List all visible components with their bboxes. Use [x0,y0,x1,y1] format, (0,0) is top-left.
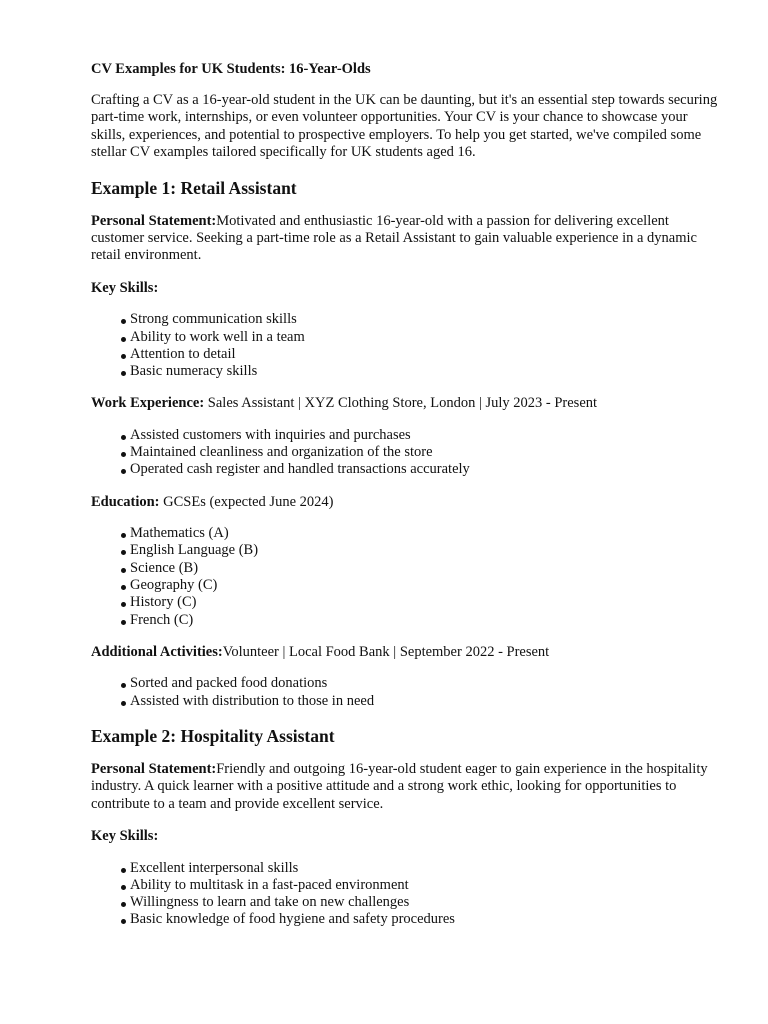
example2-key-skills-list [91,860,721,929]
example1-key-skills-label: Key Skills: [91,279,159,296]
education-text: GCSEs (expected June 2024) [163,493,334,510]
bullet-icon [121,550,126,555]
personal-statement-text: Motivated and enthusiastic 16-year-old with a passion for delivering excellent customer service. Seeking a part-time role as a Retail Assistant to gain valuable experience in a dynamic retail environment. [91,212,697,264]
bullet-icon [121,620,126,625]
example1-additional-activities [91,644,721,661]
list-item: History (C) [121,594,721,611]
list-item: Ability to work well in a team [121,329,721,346]
example1-subjects-list [91,525,721,629]
bullet-icon [121,435,126,440]
list-item: Basic numeracy skills [121,363,721,380]
list-item: Assisted customers with inquiries and purchases [121,427,721,444]
bullet-icon [121,683,126,688]
work-experience-text: Sales Assistant | XYZ Clothing Store, London | July 2023 - Present [207,395,598,412]
example1-heading: Example 1: Retail Assistant [91,177,297,198]
bullet-icon [121,371,126,376]
example1-key-skills-list [91,311,721,380]
list-item: English Language (B) [121,542,721,559]
bullet-icon [121,585,126,590]
document-title: CV Examples for UK Students: 16-Year-Olds [91,61,371,77]
intro-paragraph: Crafting a CV as a 16-year-old student in the UK can be daunting, but it's an essential step towards securing part-time work, internships, or even volunteer opportunities. Your CV is your chance to showcase your skills, experiences, and potential to prospective employers. To help you get started, we've compiled some stellar CV examples tailored specifically for UK students aged 16. [91,92,718,161]
list-item: Ability to multitask in a fast-paced environment [121,877,721,894]
list-item: Willingness to learn and take on new challenges [121,894,721,911]
list-item: Strong communication skills [121,311,721,328]
list-item: Sorted and packed food donations [121,675,721,692]
example2-heading: Example 2: Hospitality Assistant [91,725,335,746]
list-item: Attention to detail [121,346,721,363]
bullet-icon [121,568,126,573]
list-item: Operated cash register and handled transactions accurately [121,461,721,478]
document-page [91,60,721,944]
list-item: Assisted with distribution to those in need [121,693,721,710]
personal-statement-text: Friendly and outgoing 16-year-old student eager to gain experience in the hospitality industry. A quick learner with a positive attitude and a strong work ethic, looking for opportunities to contribute to a team and provide excellent service. [91,760,708,812]
personal-statement-label: Personal Statement: [91,760,217,777]
bullet-icon [121,469,126,474]
list-item: Science (B) [121,560,721,577]
example1-additional-list [91,675,721,710]
bullet-icon [121,902,126,907]
example1-personal-statement [91,213,721,265]
example1-work-duties-list [91,427,721,479]
education-label: Education: [91,493,160,510]
bullet-icon [121,319,126,324]
personal-statement-label: Personal Statement: [91,212,217,229]
bullet-icon [121,919,126,924]
bullet-icon [121,885,126,890]
bullet-icon [121,701,126,706]
bullet-icon [121,354,126,359]
example1-work-experience [91,395,721,412]
example1-education [91,494,721,511]
bullet-icon [121,533,126,538]
example2-key-skills-label: Key Skills: [91,828,159,845]
list-item: Geography (C) [121,577,721,594]
list-item: Mathematics (A) [121,525,721,542]
additional-activities-text: Volunteer | Local Food Bank | September 2022 - Present [222,643,550,660]
bullet-icon [121,602,126,607]
bullet-icon [121,868,126,873]
list-item: Basic knowledge of food hygiene and safety procedures [121,911,721,928]
bullet-icon [121,337,126,342]
list-item: Excellent interpersonal skills [121,860,721,877]
work-experience-label: Work Experience: [91,395,205,412]
example2-personal-statement [91,761,721,813]
bullet-icon [121,452,126,457]
list-item: French (C) [121,612,721,629]
additional-activities-label: Additional Activities: [91,643,223,660]
list-item: Maintained cleanliness and organization of the store [121,444,721,461]
